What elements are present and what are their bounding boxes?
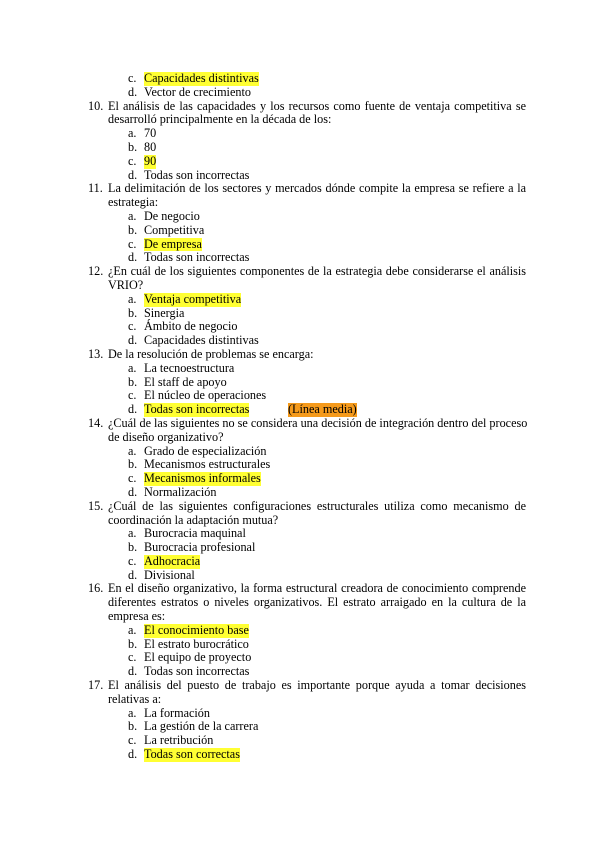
question-line [0, 693, 600, 707]
option-item [0, 169, 600, 183]
option-letter: c. [128, 153, 137, 168]
option-letter: c. [128, 388, 137, 403]
question-line [0, 514, 600, 528]
option-text: De negocio [144, 208, 200, 223]
option-text-highlighted: Todas son incorrectas [144, 402, 250, 417]
option-item [0, 238, 600, 252]
option-item [0, 251, 600, 265]
option-letter: c. [128, 319, 137, 334]
option-text: Vector de crecimiento [144, 84, 251, 99]
option-text-highlighted: Ventaja competitiva [144, 291, 242, 306]
option-letter: d. [128, 402, 138, 417]
question-text: desarrolló principalmente en la década de los: [108, 112, 332, 127]
option-letter: a. [128, 126, 137, 141]
option-letter: b. [128, 636, 138, 651]
option-letter: a. [128, 705, 137, 720]
question-number: 17. [88, 678, 104, 693]
option-item [0, 141, 600, 155]
option-text: El equipo de proyecto [144, 650, 252, 665]
option-text: El staff de apoyo [144, 374, 227, 389]
option-letter: c. [128, 71, 137, 85]
option-item [0, 86, 600, 100]
option-text: Divisional [144, 567, 195, 582]
option-letter: c. [128, 553, 137, 568]
option-item [0, 362, 600, 376]
option-letter: a. [128, 622, 137, 637]
option-text: Todas son incorrectas [144, 250, 250, 265]
question-text: El análisis de las capacidades y los recursos como fuente de ventaja competitiva se [108, 98, 526, 113]
option-text: El núcleo de operaciones [144, 388, 267, 403]
document-page [0, 72, 600, 762]
option-item [0, 307, 600, 321]
question-text: VRIO? [108, 277, 144, 292]
question-text: La delimitación de los sectores y mercados dónde compite la empresa se refiere a la [108, 181, 526, 196]
option-item [0, 748, 600, 762]
option-text: Todas son incorrectas [144, 664, 250, 679]
option-letter: a. [128, 443, 137, 458]
option-letter: a. [128, 360, 137, 375]
question-line [0, 196, 600, 210]
option-item [0, 334, 600, 348]
option-item [0, 720, 600, 734]
question-text: coordinación la adaptación mutua? [108, 512, 279, 527]
option-item [0, 458, 600, 472]
answer-note: (Línea media) [288, 402, 357, 417]
option-text-highlighted: Mecanismos informales [144, 471, 261, 486]
option-text: Todas son incorrectas [144, 167, 250, 182]
option-letter: d. [128, 333, 138, 348]
option-item [0, 376, 600, 390]
question-line [0, 100, 600, 114]
option-text: Burocracia profesional [144, 540, 256, 555]
option-text-highlighted: Capacidades distintivas [144, 71, 259, 85]
option-text-highlighted: Todas son correctas [144, 747, 240, 762]
option-letter: b. [128, 305, 138, 320]
option-letter: c. [128, 650, 137, 665]
option-text-highlighted: El conocimiento base [144, 622, 249, 637]
question-text: relativas a: [108, 691, 162, 706]
option-letter: d. [128, 84, 138, 99]
option-text: La formación [144, 705, 210, 720]
option-letter: b. [128, 139, 138, 154]
option-item [0, 734, 600, 748]
option-letter: d. [128, 747, 138, 762]
option-item [0, 486, 600, 500]
question-text: estrategia: [108, 195, 159, 210]
question-line [0, 113, 600, 127]
option-letter: d. [128, 250, 138, 265]
option-text: 80 [144, 139, 157, 154]
option-item [0, 72, 600, 86]
option-text: Competitiva [144, 222, 205, 237]
question-text: ¿Cuál de las siguientes configuraciones estructurales utiliza como mecanismo de [108, 498, 526, 513]
option-item [0, 224, 600, 238]
question-line [0, 417, 600, 431]
option-letter: a. [128, 526, 137, 541]
question-line [0, 582, 600, 596]
question-text: En el diseño organizativo, la forma estructural creadora de conocimiento comprende [108, 581, 526, 596]
option-item [0, 403, 600, 417]
option-letter: d. [128, 484, 138, 499]
option-text: Grado de especialización [144, 443, 267, 458]
question-line [0, 182, 600, 196]
option-letter: c. [128, 236, 137, 251]
option-text: Normalización [144, 484, 217, 499]
question-text: El análisis del puesto de trabajo es importante porque ayuda a tomar decisiones [108, 678, 526, 693]
option-item [0, 445, 600, 459]
option-item [0, 127, 600, 141]
question-text: de diseño organizativo? [108, 429, 224, 444]
option-item [0, 293, 600, 307]
option-item [0, 389, 600, 403]
option-letter: a. [128, 208, 137, 223]
question-text: ¿En cuál de los siguientes componentes de la estrategia debe considerarse el análisis [108, 264, 526, 279]
option-text: Sinergia [144, 305, 185, 320]
question-line [0, 265, 600, 279]
option-item [0, 320, 600, 334]
question-line [0, 500, 600, 514]
option-letter: d. [128, 664, 138, 679]
question-line [0, 610, 600, 624]
option-item [0, 707, 600, 721]
question-line [0, 596, 600, 610]
option-text: Burocracia maquinal [144, 526, 246, 541]
option-item [0, 651, 600, 665]
option-letter: b. [128, 457, 138, 472]
option-text: La tecnoestructura [144, 360, 235, 375]
question-line [0, 279, 600, 293]
option-text: La gestión de la carrera [144, 719, 259, 734]
option-letter: c. [128, 733, 137, 748]
option-item [0, 472, 600, 486]
option-letter: c. [128, 471, 137, 486]
option-text: Capacidades distintivas [144, 333, 259, 348]
question-number: 15. [88, 498, 104, 513]
question-line [0, 431, 600, 445]
option-letter: d. [128, 567, 138, 582]
question-number: 13. [88, 346, 104, 361]
option-item [0, 210, 600, 224]
option-item [0, 569, 600, 583]
question-number: 11. [88, 181, 103, 196]
option-text: 70 [144, 126, 157, 141]
question-number: 16. [88, 581, 104, 596]
question-number: 14. [88, 415, 104, 430]
question-text: diferentes estratos o niveles organizativos. El estrato arraigado en la cultura de la [108, 595, 526, 610]
option-item [0, 665, 600, 679]
option-item [0, 527, 600, 541]
option-letter: b. [128, 719, 138, 734]
option-text: Mecanismos estructurales [144, 457, 271, 472]
option-letter: a. [128, 291, 137, 306]
question-number: 12. [88, 264, 104, 279]
question-line [0, 348, 600, 362]
option-letter: b. [128, 374, 138, 389]
question-text: empresa es: [108, 609, 166, 624]
option-item [0, 624, 600, 638]
option-text-highlighted: 90 [144, 153, 157, 168]
option-item [0, 155, 600, 169]
question-text: ¿Cuál de las siguientes no se considera una decisión de integración dentro del proceso [108, 415, 528, 430]
option-item [0, 638, 600, 652]
option-text: El estrato burocrático [144, 636, 249, 651]
question-text: De la resolución de problemas se encarga: [108, 346, 314, 361]
option-text: Ámbito de negocio [144, 319, 238, 334]
option-text-highlighted: Adhocracia [144, 553, 201, 568]
option-item [0, 555, 600, 569]
option-item [0, 541, 600, 555]
option-letter: b. [128, 540, 138, 555]
option-text-highlighted: De empresa [144, 236, 202, 251]
question-number: 10. [88, 98, 104, 113]
question-line [0, 679, 600, 693]
option-letter: d. [128, 167, 138, 182]
option-text: La retribución [144, 733, 214, 748]
option-letter: b. [128, 222, 138, 237]
